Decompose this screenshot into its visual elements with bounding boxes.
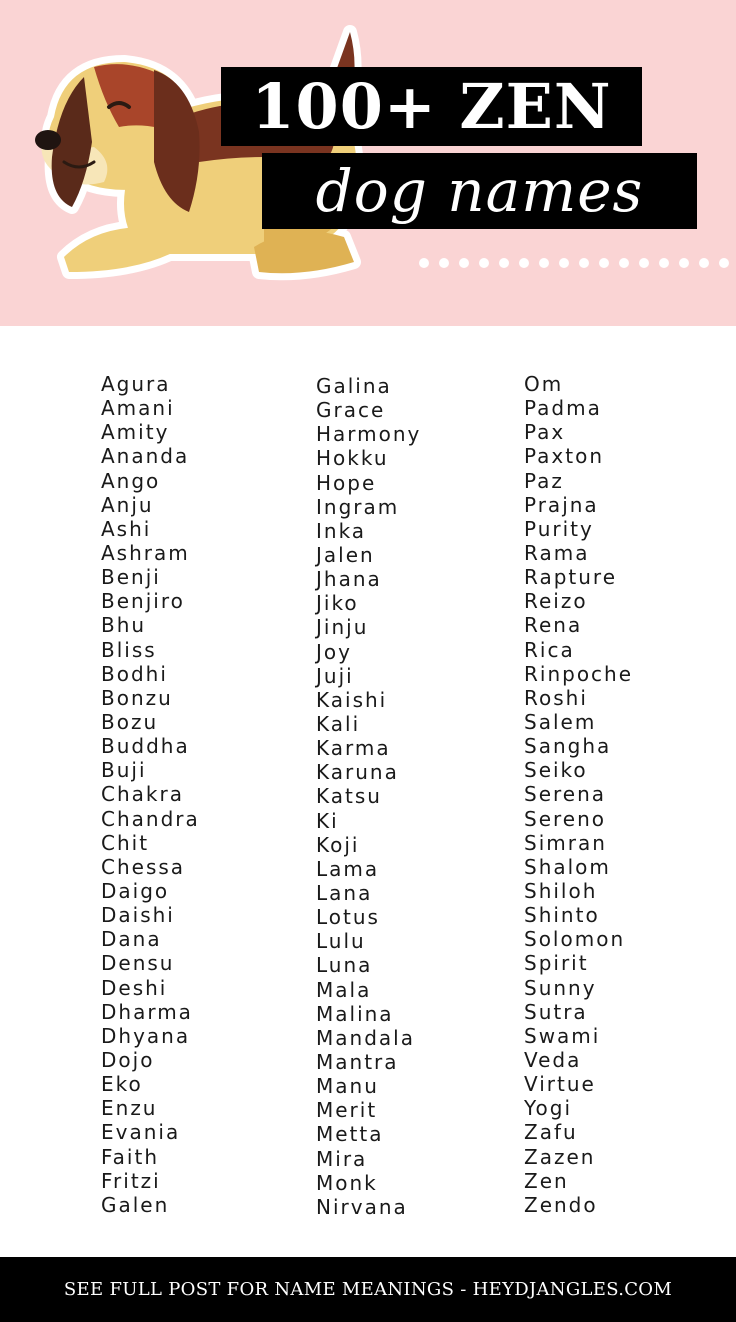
name-column-1: [101, 372, 200, 1217]
name-item: Mira: [316, 1146, 368, 1171]
name-item: Ki: [316, 808, 339, 833]
name-item: Bodhi: [101, 661, 168, 686]
name-item: Reizo: [524, 589, 588, 614]
name-item: Virtue: [524, 1072, 596, 1097]
name-item: Shiloh: [524, 878, 598, 903]
name-list: [0, 372, 736, 1232]
name-item: Karma: [316, 736, 391, 761]
name-item: Jhana: [316, 567, 382, 592]
name-item: Dana: [101, 927, 162, 952]
dotted-divider: [418, 257, 736, 269]
page-title: 100+ ZEN: [251, 70, 612, 143]
name-item: Karuna: [316, 760, 399, 785]
name-item: Ashram: [101, 540, 190, 565]
name-item: Spirit: [524, 951, 589, 976]
name-item: Enzu: [101, 1096, 158, 1121]
name-item: Chandra: [101, 806, 200, 831]
name-item: Chit: [101, 830, 150, 855]
name-item: Agura: [101, 372, 171, 396]
name-item: Bozu: [101, 709, 159, 734]
name-item: Ananda: [101, 444, 190, 469]
name-item: Nirvana: [316, 1194, 408, 1219]
name-item: Harmony: [316, 422, 422, 447]
name-item: Hope: [316, 470, 377, 495]
name-item: Kali: [316, 711, 361, 736]
name-item: Galen: [101, 1192, 170, 1217]
name-item: Juji: [316, 663, 354, 688]
name-item: Daigo: [101, 878, 170, 903]
page-subtitle: dog names: [315, 157, 644, 225]
name-item: Jinju: [316, 615, 369, 640]
name-item: Om: [524, 372, 564, 396]
name-item: Amani: [101, 396, 175, 421]
name-item: Simran: [524, 830, 607, 855]
name-item: Veda: [524, 1047, 582, 1072]
name-item: Lana: [316, 880, 373, 905]
name-item: Sangha: [524, 734, 612, 759]
subtitle-box: [262, 153, 697, 229]
name-item: Zendo: [524, 1192, 598, 1217]
name-item: Padma: [524, 396, 602, 421]
name-item: Bliss: [101, 637, 157, 662]
name-item: Mandala: [316, 1025, 415, 1050]
name-item: Roshi: [524, 685, 588, 710]
name-item: Dojo: [101, 1047, 155, 1072]
name-column-2: [316, 374, 421, 1219]
name-item: Zafu: [524, 1120, 578, 1145]
name-item: Shinto: [524, 903, 600, 928]
name-item: Buddha: [101, 734, 190, 759]
name-item: Ashi: [101, 516, 152, 541]
name-item: Inka: [316, 518, 367, 543]
name-item: Deshi: [101, 975, 168, 1000]
name-item: Ango: [101, 468, 161, 493]
name-item: Sutra: [524, 999, 588, 1024]
name-item: Bhu: [101, 613, 147, 638]
name-item: Rinpoche: [524, 661, 634, 686]
name-item: Mala: [316, 977, 372, 1002]
name-item: Shalom: [524, 854, 611, 879]
name-item: Manu: [316, 1074, 379, 1099]
name-item: Dhyana: [101, 1023, 191, 1048]
name-item: Katsu: [316, 784, 382, 809]
name-item: Buji: [101, 758, 147, 783]
name-item: Faith: [101, 1144, 159, 1169]
name-item: Rica: [524, 637, 575, 662]
name-item: Seiko: [524, 758, 588, 783]
name-item: Paxton: [524, 444, 605, 469]
name-item: Solomon: [524, 927, 626, 952]
name-item: Ingram: [316, 494, 400, 519]
name-item: Anju: [101, 492, 154, 517]
name-item: Sunny: [524, 975, 597, 1000]
name-item: Densu: [101, 951, 175, 976]
name-item: Benjiro: [101, 589, 185, 614]
name-item: Chessa: [101, 854, 186, 879]
name-item: Bonzu: [101, 685, 173, 710]
name-item: Fritzi: [101, 1168, 161, 1193]
name-item: Zen: [524, 1168, 569, 1193]
name-item: Eko: [101, 1072, 143, 1097]
name-item: Hokku: [316, 446, 389, 471]
name-item: Jalen: [316, 542, 375, 567]
name-item: Rena: [524, 613, 583, 638]
footer-text: SEE FULL POST FOR NAME MEANINGS - HEYDJANGLES.COM: [63, 1279, 673, 1300]
name-item: Grace: [316, 398, 386, 423]
name-item: Rama: [524, 540, 590, 565]
name-item: Merit: [316, 1098, 378, 1123]
name-item: Joy: [316, 639, 352, 664]
name-column-3: [524, 372, 633, 1217]
name-item: Zazen: [524, 1144, 596, 1169]
name-item: Luna: [316, 953, 373, 978]
name-item: Monk: [316, 1170, 378, 1195]
name-item: Purity: [524, 516, 594, 541]
name-item: Evania: [101, 1120, 181, 1145]
name-item: Pax: [524, 420, 566, 445]
name-item: Malina: [316, 1001, 394, 1026]
name-item: Serena: [524, 782, 607, 807]
name-item: Chakra: [101, 782, 184, 807]
header-banner: [0, 0, 736, 326]
name-item: Salem: [524, 709, 597, 734]
name-item: Benji: [101, 565, 161, 590]
name-item: Sereno: [524, 806, 606, 831]
name-item: Lama: [316, 856, 380, 881]
title-box: [221, 67, 642, 146]
name-item: Jiko: [316, 591, 359, 616]
name-item: Lulu: [316, 929, 366, 954]
name-item: Rapture: [524, 565, 618, 590]
footer-bar: [0, 1257, 736, 1322]
name-item: Metta: [316, 1122, 384, 1147]
name-item: Paz: [524, 468, 564, 493]
name-item: Prajna: [524, 492, 599, 517]
name-item: Mantra: [316, 1049, 399, 1074]
name-item: Lotus: [316, 905, 380, 930]
name-item: Koji: [316, 832, 360, 857]
name-item: Yogi: [524, 1096, 573, 1121]
name-item: Amity: [101, 420, 170, 445]
name-item: Dharma: [101, 999, 193, 1024]
name-item: Daishi: [101, 903, 175, 928]
name-item: Kaishi: [316, 687, 388, 712]
name-item: Swami: [524, 1023, 601, 1048]
name-item: Galina: [316, 374, 392, 398]
